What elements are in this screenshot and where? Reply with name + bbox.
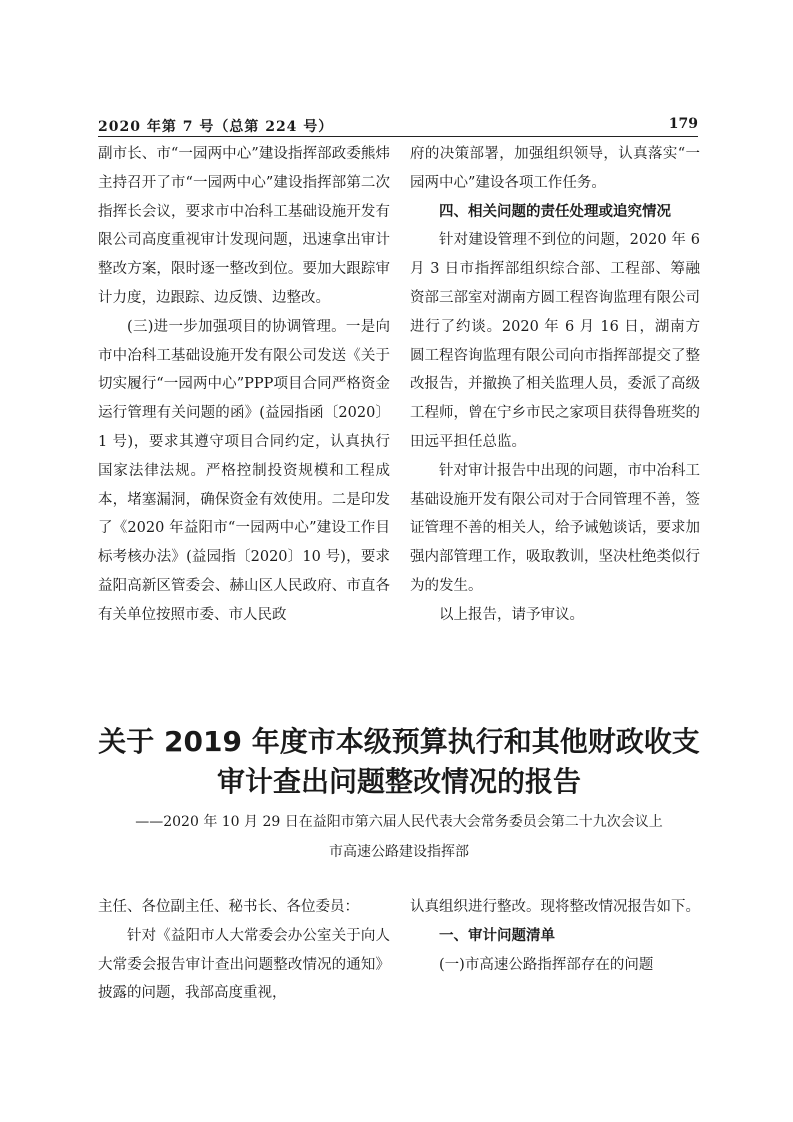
report-subtitle: ——2020 年 10 月 29 日在益阳市第六届人民代表大会常务委员会第二十九次会议上 [135, 814, 663, 830]
paragraph: (三)进一步加强项目的协调管理。一是向市中冶科工基础设施开发有限公司发送《关于切实履行“一园两中心”PPP项目合同严格资金运行管理有关问题的函》(益园指函〔2020〕1 号)，要求其遵守项目合同约定，认真执行国家法律法规。严格控制投资规模和工程成本，堵塞漏洞，确保资金有效使用。二是印发了《2020 年益阳市“一园两中心”建设工作目标考核办法》(益园指〔2020〕10 号)，要求益阳高新区管委会、赫山区人民政府、市直各有关单位按照市委、市人民政 [98, 318, 390, 623]
report-title-line-2: 审计查出问题整改情况的报告 [216, 765, 581, 798]
paragraph: 针对建设管理不到位的问题，2020 年 6 月 3 日市指挥部组织综合部、工程部、筹融资部三部室对湖南方圆工程咨询监理有限公司进行了约谈。2020 年 6 月 16 日，湖南方圆工程咨询监理有限公司向市指挥部提交了整改报告，并撤换了相关监理人员，委派了高级工程师，曾在宁乡市民之家项目获得鲁班奖的田远平担任总监。 [410, 232, 700, 450]
section-heading: 四、相关问题的责任处理或追究情况 [439, 203, 671, 220]
report-title-line-1: 关于 2019 年度市本级预算执行和其他财政收支 [98, 725, 700, 758]
report-author: 市高速公路建设指挥部 [329, 844, 469, 860]
issue-number: 2020 年第 7 号（总第 224 号） [98, 119, 334, 135]
paragraph: 认真组织进行整改。现将整改情况报告如下。 [410, 899, 700, 915]
paragraph: 副市长、市“一园两中心”建设指挥部政委熊炜主持召开了市“一园两中心”建设指挥部第二次指挥长会议，要求市中冶科工基础设施开发有限公司高度重视审计发现问题，迅速拿出审计整改方案，限时逐一整改到位。要加大跟踪审计力度，边跟踪、边反馈、边整改。 [98, 146, 390, 306]
salutation: 主任、各位副主任、秘书长、各位委员： [98, 899, 359, 915]
page-number: 179 [668, 116, 698, 132]
paragraph: 府的决策部署，加强组织领导，认真落实“一园两中心”建设各项工作任务。 [410, 146, 700, 191]
running-header [98, 116, 698, 138]
paragraph: 针对审计报告中出现的问题，市中冶科工基础设施开发有限公司对于合同管理不善，签证管理不善的相关人，给予诫勉谈话，要求加强内部管理工作，吸取教训，坚决杜绝类似行为的发生。 [410, 462, 700, 594]
top-left-column [98, 140, 390, 630]
bottom-right-column [410, 893, 700, 979]
top-right-column [410, 140, 700, 630]
closing-line: 以上报告，请予审议。 [439, 606, 584, 623]
header-rule [98, 136, 698, 137]
paragraph: 针对《益阳市人大常委会办公室关于向人大常委会报告审计查出问题整改情况的通知》披露的问题，我部高度重视， [98, 927, 390, 1002]
sub-heading: (一)市高速公路指挥部存在的问题 [439, 956, 654, 973]
bottom-left-column [98, 893, 390, 1008]
section-heading: 一、审计问题清单 [439, 927, 555, 944]
report-title-block [98, 722, 700, 864]
